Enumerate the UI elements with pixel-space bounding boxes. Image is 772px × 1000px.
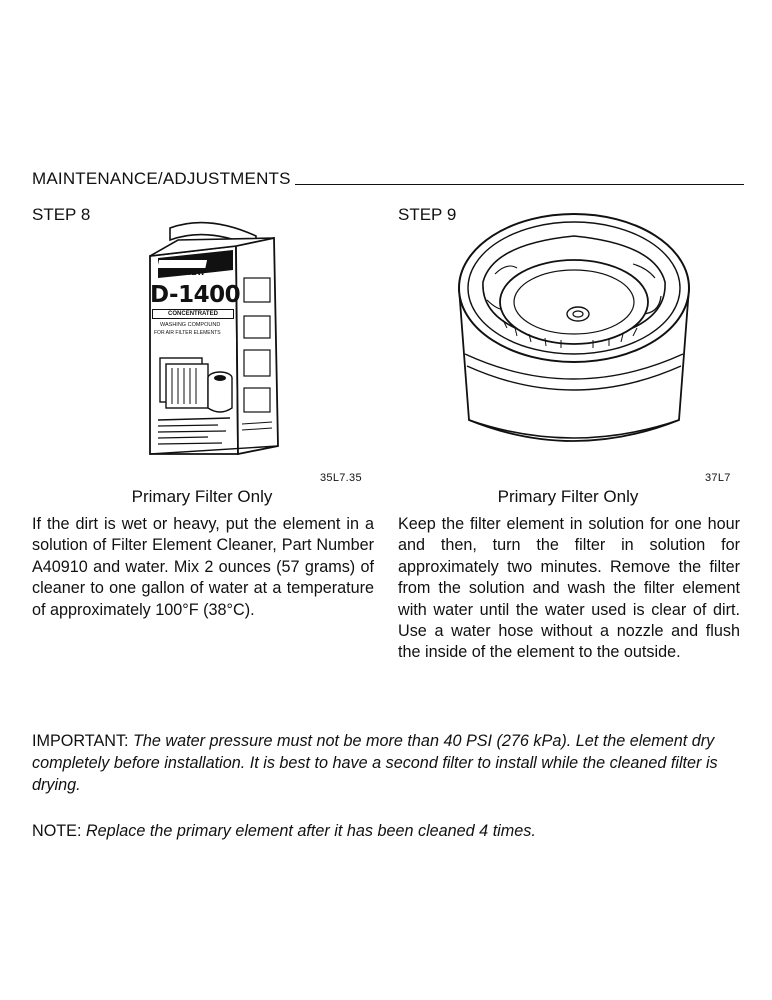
body-text-right: Keep the filter element in solution for one hour and then, turn the filter in solution for approximately two minutes. Remove the filter from the solution and wash the filter element with water until the water used is clear of dirt. Use a water hose without a nozzle and flush the inside of the element to the outside. <box>398 515 740 662</box>
section-title: MAINTENANCE/ADJUSTMENTS <box>32 169 291 188</box>
note <box>32 820 742 842</box>
note-text: Replace the primary element after it has been cleaned 4 times. <box>85 822 536 840</box>
box-product-name: D-1400 <box>150 282 241 308</box>
figure-caption-left: Primary Filter Only <box>131 487 273 506</box>
step-9-label: STEP 9 <box>398 205 457 224</box>
figure-code-right: 37L7 <box>705 472 731 484</box>
step-8-label: STEP 8 <box>32 205 91 224</box>
important-note <box>32 730 742 796</box>
section-rule <box>295 184 744 185</box>
figure-code-left: 35L7.35 <box>320 472 362 484</box>
body-text-left: If the dirt is wet or heavy, put the element in a solution of Filter Element Cleaner, Part Number A40910 and water. Mix 2 ounces (57 grams) of cleaner to one gallon of water at a temperature of approximately 100°F (38°C). <box>32 515 374 619</box>
note-label: NOTE: <box>32 822 82 840</box>
box-band-text: CONCENTRATED <box>152 309 234 319</box>
box-brand-text: NEW <box>185 268 206 277</box>
figure-caption-right: Primary Filter Only <box>497 487 639 506</box>
important-text: The water pressure must not be more than 40 PSI (276 kPa). Let the element dry completely before installation. It is best to have a second filter to install while the cleaned filter is drying. <box>32 732 718 794</box>
box-subtitle-2: FOR AIR FILTER ELEMENTS <box>154 330 221 336</box>
section-header <box>32 163 744 189</box>
box-subtitle-1: WASHING COMPOUND <box>160 322 221 328</box>
filter-in-bucket-illustration <box>453 204 699 462</box>
cleaner-box-illustration <box>138 218 288 468</box>
important-label: IMPORTANT: <box>32 732 129 750</box>
